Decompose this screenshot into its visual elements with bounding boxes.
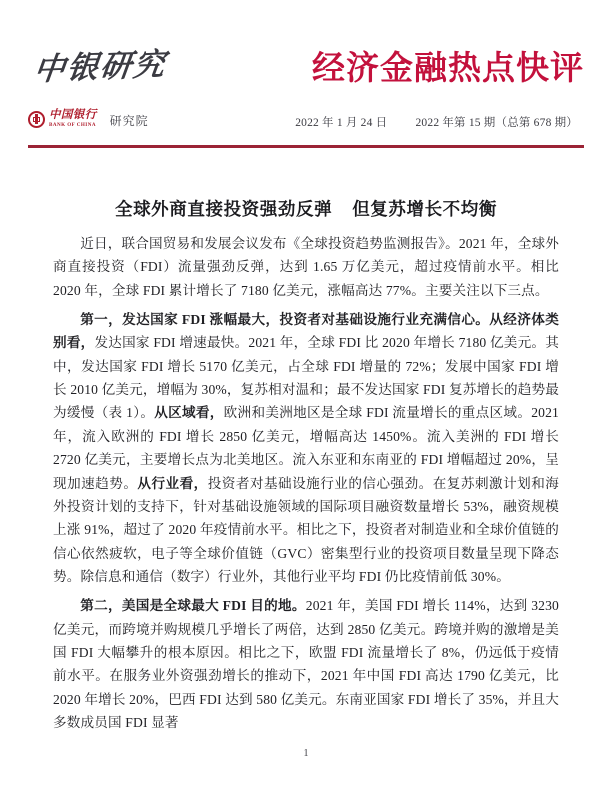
bank-of-china-emblem-icon (28, 111, 45, 128)
bank-of-china-english-name: BANK OF CHINA (49, 121, 96, 128)
paragraph-intro (53, 232, 559, 302)
emphasis-run-1-4: 从行业看， (137, 475, 208, 491)
article-body (53, 232, 559, 740)
paragraph-point-two (53, 594, 559, 734)
text-run-1-3: 欧洲和美洲地区是全球 FDI 流量增长的重点区域。2021 年，流入欧洲的 FDI 增长 2850 亿美元，增幅高达 1450%。流入美洲的 FDI 增长 2720 亿美元，主要增长点为北美地区。流入东亚和东南亚的 FDI 增幅超过 20%，呈现加速趋势。 (53, 405, 559, 491)
emphasis-run-2-0: 第二，美国是全球最大 FDI 目的地。 (80, 598, 306, 614)
publication-date: 2022 年 1 月 24 日 (295, 117, 388, 129)
emphasis-run-1-2: 从区域看， (154, 405, 224, 421)
issue-number: 2022 年第 15 期（总第 678 期） (415, 117, 578, 129)
header-divider-rule (28, 145, 584, 148)
article-title-part-2: 但复苏增长不均衡 (352, 198, 497, 219)
text-run-1-5: 投资者对基础设施行业的信心强劲。在复苏刺激计划和海外投资计划的支持下，针对基础设施领域的国际项目融资数量增长 53%，融资规模上涨 91%，超过了 2020 年疫情前水平。相比之下，投资者对制造业和全球价值链的信心依然疲软，电子等全球价值链（GVC）密集型行业的投资项目数量呈现下降态势。除信息和通信（数字）行业外，其他行业平均 FDI 仍比疫情前低 30%。 (53, 475, 560, 585)
paragraph-point-one (53, 308, 559, 589)
page-number: 1 (303, 748, 309, 759)
article-title (0, 196, 612, 221)
brand-block (28, 46, 298, 128)
publication-title: 经济金融热点快评 (312, 49, 584, 86)
text-run-0-0: 近日，联合国贸易和发展会议发布《全球投资趋势监测报告》。2021 年，全球外商直接投资（FDI）流量强劲反弹，达到 1.65 万亿美元，超过疫情前水平。相比 2020 年，全球 FDI 累计增长了 7180 亿美元，涨幅高达 77%。主要关注以下三点。 (53, 236, 559, 298)
issue-line (295, 114, 578, 130)
emphasis-run-1-0: 第一，发达国家 FDI 涨幅最大，投资者对基础设施行业充满信心。从经济体类别看， (53, 311, 559, 351)
text-run-2-1: 2021 年，美国 FDI 增长 114%，达到 3230 亿美元，而跨境并购规模几乎增长了两倍，达到 2850 亿美元。跨境并购的激增是美国 FDI 大幅攀升的根本原因。相比之下，欧盟 FDI 流量增长了 8%，仍远低于疫情前水平。在服务业外资强劲增长的推动下，2021 年中国 FDI 高达 1790 亿美元，比 2020 年增长 20%，巴西 FDI 达到 580 亿美元。东南亚国家 FDI 增长了 35%，并且大多数成员国 FDI 显著 (53, 598, 559, 731)
bank-of-china-wordmark (49, 110, 97, 128)
institute-label: 研究院 (109, 114, 149, 128)
bank-of-china-chinese-name: 中国银行 (49, 108, 97, 121)
text-run-1-1: 发达国家 FDI 增速最快。2021 年，全球 FDI 比 2020 年增长 7180 亿美元。其中，发达国家 FDI 增长 5170 亿美元，占全球 FDI 增量的 72%；发展中国家 FDI 增长 2010 亿美元，增幅为 30%，复苏相对温和；最不发达国家 FDI 复苏增长的趋势最为缓慢（表 1）。 (53, 335, 559, 421)
article-title-part-1: 全球外商直接投资强劲反弹 (114, 198, 333, 219)
masthead (28, 48, 584, 144)
bank-of-china-logo (28, 108, 149, 130)
brand-script-logo: 中银研究 (31, 46, 169, 87)
